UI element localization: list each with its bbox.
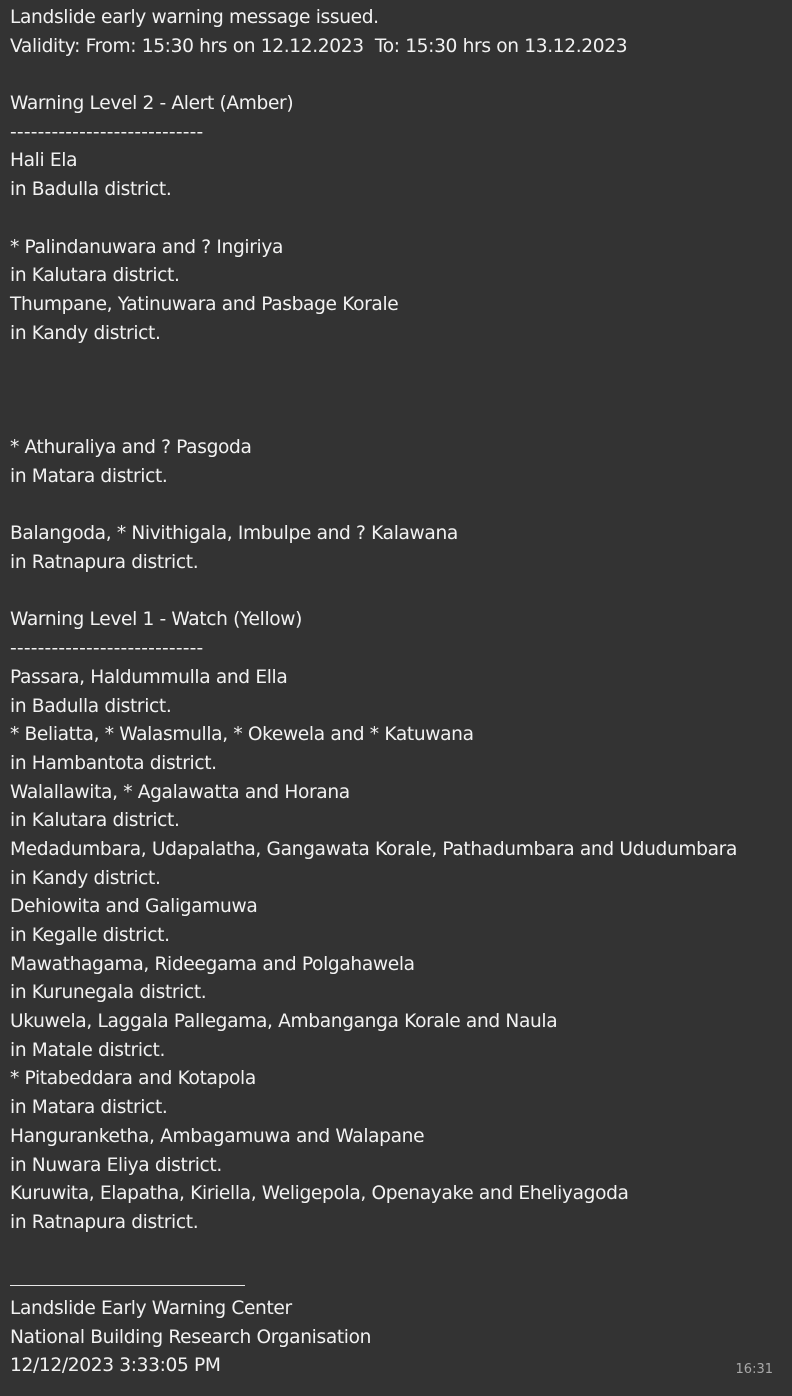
level2-line: in Ratnapura district.	[10, 552, 199, 574]
level2-line: in Kandy district.	[10, 322, 161, 344]
level1-line: Medadumbara, Udapalatha, Gangawata Korale, Pathadumbara and Ududumbara	[10, 838, 737, 860]
level1-line: Kuruwita, Elapatha, Kiriella, Weligepola, Openayake and Eheliyagoda	[10, 1183, 629, 1205]
level2-line: Balangoda, * Nivithigala, Imbulpe and ? Kalawana	[10, 523, 458, 545]
message-header: Landslide early warning message issued.	[10, 7, 379, 28]
level2-line: in Badulla district.	[10, 179, 172, 201]
level1-line: in Nuwara Eliya district.	[10, 1154, 222, 1176]
signature-organisation: National Building Research Organisation	[10, 1326, 372, 1348]
blank-line	[10, 61, 782, 90]
level2-line	[10, 348, 782, 377]
level2-line	[10, 377, 782, 406]
signature-center: Landslide Early Warning Center	[10, 1297, 292, 1319]
blank-line	[10, 578, 782, 607]
blank-line	[10, 1238, 782, 1267]
level1-line: Mawathagama, Rideegama and Polgahawela	[10, 953, 415, 975]
level1-line: Walallawita, * Agalawatta and Horana	[10, 781, 350, 803]
signature-datetime: 12/12/2023 3:33:05 PM	[10, 1355, 221, 1377]
level2-line	[10, 492, 782, 521]
level2-line: Thumpane, Yatinuwara and Pasbage Korale	[10, 293, 399, 315]
level1-line: Passara, Haldummulla and Ella	[10, 666, 288, 688]
message-body	[10, 4, 782, 1381]
level1-line: in Kalutara district.	[10, 810, 180, 832]
level2-line: * Athuraliya and ? Pasgoda	[10, 437, 252, 459]
validity-text: Validity: From: 15:30 hrs on 12.12.2023 To: 15:30 hrs on 13.12.2023	[10, 35, 628, 57]
message-timestamp: 16:31	[735, 1362, 773, 1377]
level2-line: in Matara district.	[10, 466, 168, 487]
signature-rule-line	[10, 1285, 245, 1286]
level1-line: Dehiowita and Galigamuwa	[10, 896, 258, 918]
level1-line: in Hambantota district.	[10, 752, 217, 774]
level1-line: in Matale district.	[10, 1039, 166, 1061]
level2-line	[10, 406, 782, 435]
level1-line: Hanguranketha, Ambagamuwa and Walapane	[10, 1125, 425, 1147]
level1-separator: ----------------------------	[10, 638, 204, 660]
level2-separator: ----------------------------	[10, 121, 204, 143]
level1-line: in Kurunegala district.	[10, 982, 207, 1004]
level1-title: Warning Level 1 - Watch (Yellow)	[10, 609, 303, 631]
signature-rule	[10, 1266, 782, 1295]
level1-line: in Badulla district.	[10, 695, 172, 717]
level1-line: * Beliatta, * Walasmulla, * Okewela and * Katuwana	[10, 724, 474, 746]
level1-line: in Kegalle district.	[10, 925, 170, 946]
level2-line: in Kalutara district.	[10, 265, 180, 287]
level1-line: Ukuwela, Laggala Pallegama, Ambanganga Korale and Naula	[10, 1011, 558, 1033]
level2-line: Hali Ela	[10, 150, 78, 172]
level2-line	[10, 205, 782, 234]
level1-line: in Matara district.	[10, 1097, 168, 1119]
level1-line: in Ratnapura district.	[10, 1211, 199, 1233]
level1-line: in Kandy district.	[10, 867, 161, 889]
level2-title: Warning Level 2 - Alert (Amber)	[10, 93, 294, 115]
level2-line: * Palindanuwara and ? Ingiriya	[10, 236, 284, 258]
level1-line: * Pitabeddara and Kotapola	[10, 1068, 256, 1090]
